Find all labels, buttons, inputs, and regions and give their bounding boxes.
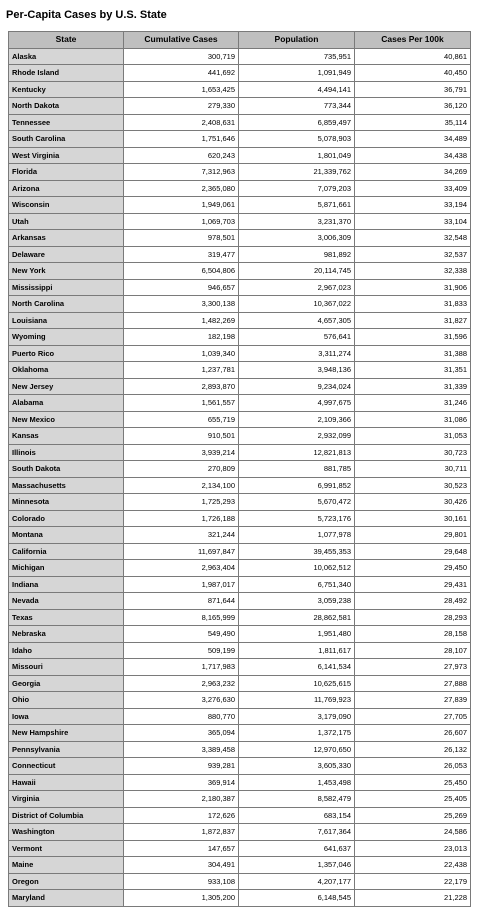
cases-per-100k-cell: 31,906 bbox=[355, 279, 471, 296]
state-cell: Utah bbox=[9, 213, 124, 230]
cumulative-cases-cell: 1,039,340 bbox=[124, 345, 239, 362]
cumulative-cases-cell: 1,717,983 bbox=[124, 659, 239, 676]
population-cell: 981,892 bbox=[239, 246, 355, 263]
table-row bbox=[9, 428, 471, 445]
state-cell: California bbox=[9, 543, 124, 560]
cumulative-cases-cell: 1,561,557 bbox=[124, 395, 239, 412]
cases-per-100k-cell: 29,431 bbox=[355, 576, 471, 593]
population-cell: 6,141,534 bbox=[239, 659, 355, 676]
cumulative-cases-cell: 2,134,100 bbox=[124, 477, 239, 494]
population-cell: 683,154 bbox=[239, 807, 355, 824]
cases-per-100k-cell: 29,648 bbox=[355, 543, 471, 560]
table-header bbox=[9, 32, 471, 49]
cases-per-100k-cell: 25,269 bbox=[355, 807, 471, 824]
cumulative-cases-cell: 3,276,630 bbox=[124, 692, 239, 709]
population-cell: 1,077,978 bbox=[239, 527, 355, 544]
population-cell: 11,769,923 bbox=[239, 692, 355, 709]
cumulative-cases-cell: 365,094 bbox=[124, 725, 239, 742]
population-cell: 1,091,949 bbox=[239, 65, 355, 82]
table-row bbox=[9, 527, 471, 544]
population-cell: 4,997,675 bbox=[239, 395, 355, 412]
cumulative-cases-cell: 939,281 bbox=[124, 758, 239, 775]
cumulative-cases-cell: 172,626 bbox=[124, 807, 239, 824]
cases-per-100k-cell: 34,269 bbox=[355, 164, 471, 181]
state-cell: Montana bbox=[9, 527, 124, 544]
column-header-cumulative-cases: Cumulative Cases bbox=[124, 32, 239, 49]
table-row bbox=[9, 81, 471, 98]
table-row bbox=[9, 444, 471, 461]
table-row bbox=[9, 774, 471, 791]
cases-per-100k-cell: 40,861 bbox=[355, 48, 471, 65]
cumulative-cases-cell: 369,914 bbox=[124, 774, 239, 791]
cumulative-cases-cell: 880,770 bbox=[124, 708, 239, 725]
cases-per-100k-cell: 22,179 bbox=[355, 873, 471, 890]
table-row bbox=[9, 824, 471, 841]
cumulative-cases-cell: 1,872,837 bbox=[124, 824, 239, 841]
cases-per-100k-cell: 30,723 bbox=[355, 444, 471, 461]
cases-per-100k-cell: 26,132 bbox=[355, 741, 471, 758]
table-row bbox=[9, 362, 471, 379]
cases-per-100k-cell: 31,246 bbox=[355, 395, 471, 412]
table-row bbox=[9, 411, 471, 428]
population-cell: 881,785 bbox=[239, 461, 355, 478]
state-cell: Massachusetts bbox=[9, 477, 124, 494]
population-cell: 6,991,852 bbox=[239, 477, 355, 494]
cases-per-100k-cell: 28,293 bbox=[355, 609, 471, 626]
state-cell: Hawaii bbox=[9, 774, 124, 791]
table-row bbox=[9, 114, 471, 131]
state-cell: Oklahoma bbox=[9, 362, 124, 379]
column-header-population: Population bbox=[239, 32, 355, 49]
population-cell: 10,062,512 bbox=[239, 560, 355, 577]
population-cell: 2,109,366 bbox=[239, 411, 355, 428]
population-cell: 3,231,370 bbox=[239, 213, 355, 230]
state-cell: District of Columbia bbox=[9, 807, 124, 824]
state-cell: Washington bbox=[9, 824, 124, 841]
table-row bbox=[9, 659, 471, 676]
table-row bbox=[9, 758, 471, 775]
state-cell: Louisiana bbox=[9, 312, 124, 329]
state-cell: South Carolina bbox=[9, 131, 124, 148]
table-row bbox=[9, 494, 471, 511]
state-cell: New Jersey bbox=[9, 378, 124, 395]
table-row bbox=[9, 461, 471, 478]
population-cell: 6,751,340 bbox=[239, 576, 355, 593]
table-row bbox=[9, 312, 471, 329]
state-cell: Nebraska bbox=[9, 626, 124, 643]
cumulative-cases-cell: 871,644 bbox=[124, 593, 239, 610]
population-cell: 10,625,615 bbox=[239, 675, 355, 692]
state-cell: Nevada bbox=[9, 593, 124, 610]
population-cell: 1,951,480 bbox=[239, 626, 355, 643]
cumulative-cases-cell: 1,725,293 bbox=[124, 494, 239, 511]
population-cell: 4,657,305 bbox=[239, 312, 355, 329]
table-row bbox=[9, 345, 471, 362]
state-cell: Ohio bbox=[9, 692, 124, 709]
population-cell: 576,641 bbox=[239, 329, 355, 346]
cases-per-100k-cell: 34,489 bbox=[355, 131, 471, 148]
cases-per-100k-cell: 29,801 bbox=[355, 527, 471, 544]
state-cell: Missouri bbox=[9, 659, 124, 676]
cumulative-cases-cell: 978,501 bbox=[124, 230, 239, 247]
table-row bbox=[9, 576, 471, 593]
population-cell: 735,951 bbox=[239, 48, 355, 65]
state-cell: Texas bbox=[9, 609, 124, 626]
cumulative-cases-cell: 1,069,703 bbox=[124, 213, 239, 230]
population-cell: 2,967,023 bbox=[239, 279, 355, 296]
cumulative-cases-cell: 620,243 bbox=[124, 147, 239, 164]
population-cell: 7,617,364 bbox=[239, 824, 355, 841]
population-cell: 20,114,745 bbox=[239, 263, 355, 280]
cases-per-100k-cell: 27,839 bbox=[355, 692, 471, 709]
state-cell: Maine bbox=[9, 857, 124, 874]
cases-per-100k-cell: 30,161 bbox=[355, 510, 471, 527]
cases-per-100k-cell: 36,791 bbox=[355, 81, 471, 98]
state-cell: Colorado bbox=[9, 510, 124, 527]
population-cell: 6,148,545 bbox=[239, 890, 355, 907]
table-row bbox=[9, 279, 471, 296]
state-cell: Illinois bbox=[9, 444, 124, 461]
population-cell: 7,079,203 bbox=[239, 180, 355, 197]
cumulative-cases-cell: 2,408,631 bbox=[124, 114, 239, 131]
cumulative-cases-cell: 1,237,781 bbox=[124, 362, 239, 379]
population-cell: 12,821,813 bbox=[239, 444, 355, 461]
population-cell: 1,453,498 bbox=[239, 774, 355, 791]
state-cell: Arizona bbox=[9, 180, 124, 197]
cases-table bbox=[8, 31, 471, 907]
population-cell: 4,207,177 bbox=[239, 873, 355, 890]
table-row bbox=[9, 840, 471, 857]
cumulative-cases-cell: 279,330 bbox=[124, 98, 239, 115]
population-cell: 8,582,479 bbox=[239, 791, 355, 808]
cases-per-100k-cell: 31,827 bbox=[355, 312, 471, 329]
table-row bbox=[9, 741, 471, 758]
population-cell: 641,637 bbox=[239, 840, 355, 857]
table-row bbox=[9, 164, 471, 181]
cumulative-cases-cell: 2,963,404 bbox=[124, 560, 239, 577]
state-cell: Michigan bbox=[9, 560, 124, 577]
state-cell: New Hampshire bbox=[9, 725, 124, 742]
cumulative-cases-cell: 319,477 bbox=[124, 246, 239, 263]
cases-per-100k-cell: 25,450 bbox=[355, 774, 471, 791]
cases-per-100k-cell: 27,888 bbox=[355, 675, 471, 692]
cumulative-cases-cell: 1,482,269 bbox=[124, 312, 239, 329]
cases-per-100k-cell: 32,338 bbox=[355, 263, 471, 280]
cases-per-100k-cell: 31,351 bbox=[355, 362, 471, 379]
state-cell: Alabama bbox=[9, 395, 124, 412]
state-cell: Arkansas bbox=[9, 230, 124, 247]
table-row bbox=[9, 609, 471, 626]
cases-per-100k-cell: 31,833 bbox=[355, 296, 471, 313]
cases-per-100k-cell: 33,409 bbox=[355, 180, 471, 197]
cumulative-cases-cell: 549,490 bbox=[124, 626, 239, 643]
population-cell: 10,367,022 bbox=[239, 296, 355, 313]
population-cell: 3,605,330 bbox=[239, 758, 355, 775]
state-cell: Wyoming bbox=[9, 329, 124, 346]
state-cell: Idaho bbox=[9, 642, 124, 659]
state-cell: Wisconsin bbox=[9, 197, 124, 214]
table-row bbox=[9, 708, 471, 725]
cases-per-100k-cell: 33,104 bbox=[355, 213, 471, 230]
table-row bbox=[9, 395, 471, 412]
cases-per-100k-cell: 33,194 bbox=[355, 197, 471, 214]
cumulative-cases-cell: 2,893,870 bbox=[124, 378, 239, 395]
population-cell: 1,357,046 bbox=[239, 857, 355, 874]
cumulative-cases-cell: 1,653,425 bbox=[124, 81, 239, 98]
state-cell: Kansas bbox=[9, 428, 124, 445]
cases-per-100k-cell: 24,586 bbox=[355, 824, 471, 841]
cumulative-cases-cell: 300,719 bbox=[124, 48, 239, 65]
column-header-state: State bbox=[9, 32, 124, 49]
table-row bbox=[9, 296, 471, 313]
cumulative-cases-cell: 441,692 bbox=[124, 65, 239, 82]
cumulative-cases-cell: 270,809 bbox=[124, 461, 239, 478]
state-cell: Puerto Rico bbox=[9, 345, 124, 362]
cumulative-cases-cell: 933,108 bbox=[124, 873, 239, 890]
state-cell: West Virginia bbox=[9, 147, 124, 164]
table-row bbox=[9, 98, 471, 115]
state-cell: Maryland bbox=[9, 890, 124, 907]
cumulative-cases-cell: 6,504,806 bbox=[124, 263, 239, 280]
state-cell: Alaska bbox=[9, 48, 124, 65]
table-row bbox=[9, 791, 471, 808]
state-cell: Tennessee bbox=[9, 114, 124, 131]
cumulative-cases-cell: 1,305,200 bbox=[124, 890, 239, 907]
cases-per-100k-cell: 31,596 bbox=[355, 329, 471, 346]
cumulative-cases-cell: 1,949,061 bbox=[124, 197, 239, 214]
population-cell: 5,670,472 bbox=[239, 494, 355, 511]
table-row bbox=[9, 642, 471, 659]
state-cell: Delaware bbox=[9, 246, 124, 263]
cumulative-cases-cell: 321,244 bbox=[124, 527, 239, 544]
state-cell: Oregon bbox=[9, 873, 124, 890]
cases-per-100k-cell: 32,548 bbox=[355, 230, 471, 247]
cases-per-100k-cell: 29,450 bbox=[355, 560, 471, 577]
state-cell: New York bbox=[9, 263, 124, 280]
cumulative-cases-cell: 3,389,458 bbox=[124, 741, 239, 758]
table-row bbox=[9, 857, 471, 874]
cases-per-100k-cell: 26,053 bbox=[355, 758, 471, 775]
cumulative-cases-cell: 3,939,214 bbox=[124, 444, 239, 461]
cases-per-100k-cell: 30,426 bbox=[355, 494, 471, 511]
table-body bbox=[9, 48, 471, 906]
table-row bbox=[9, 692, 471, 709]
cumulative-cases-cell: 946,657 bbox=[124, 279, 239, 296]
table-row bbox=[9, 230, 471, 247]
table-row bbox=[9, 807, 471, 824]
population-cell: 1,811,617 bbox=[239, 642, 355, 659]
cumulative-cases-cell: 8,165,999 bbox=[124, 609, 239, 626]
table-row bbox=[9, 197, 471, 214]
table-row bbox=[9, 890, 471, 907]
cases-per-100k-cell: 36,120 bbox=[355, 98, 471, 115]
cases-per-100k-cell: 26,607 bbox=[355, 725, 471, 742]
table-row bbox=[9, 65, 471, 82]
page-title: Per-Capita Cases by U.S. State bbox=[6, 9, 167, 21]
table-row bbox=[9, 246, 471, 263]
table-row bbox=[9, 213, 471, 230]
state-cell: Indiana bbox=[9, 576, 124, 593]
table-row bbox=[9, 180, 471, 197]
population-cell: 21,339,762 bbox=[239, 164, 355, 181]
table-row bbox=[9, 675, 471, 692]
cumulative-cases-cell: 2,180,387 bbox=[124, 791, 239, 808]
population-cell: 5,723,176 bbox=[239, 510, 355, 527]
population-cell: 12,970,650 bbox=[239, 741, 355, 758]
population-cell: 773,344 bbox=[239, 98, 355, 115]
state-cell: Florida bbox=[9, 164, 124, 181]
population-cell: 3,006,309 bbox=[239, 230, 355, 247]
population-cell: 4,494,141 bbox=[239, 81, 355, 98]
table-row bbox=[9, 477, 471, 494]
population-cell: 5,078,903 bbox=[239, 131, 355, 148]
cumulative-cases-cell: 1,726,188 bbox=[124, 510, 239, 527]
population-cell: 3,059,238 bbox=[239, 593, 355, 610]
state-cell: Georgia bbox=[9, 675, 124, 692]
cumulative-cases-cell: 509,199 bbox=[124, 642, 239, 659]
table-row bbox=[9, 510, 471, 527]
state-cell: New Mexico bbox=[9, 411, 124, 428]
population-cell: 3,311,274 bbox=[239, 345, 355, 362]
population-cell: 2,932,099 bbox=[239, 428, 355, 445]
cases-per-100k-cell: 34,438 bbox=[355, 147, 471, 164]
table-row bbox=[9, 48, 471, 65]
cases-per-100k-cell: 28,107 bbox=[355, 642, 471, 659]
state-cell: Minnesota bbox=[9, 494, 124, 511]
population-cell: 28,862,581 bbox=[239, 609, 355, 626]
population-cell: 6,859,497 bbox=[239, 114, 355, 131]
cases-per-100k-cell: 30,523 bbox=[355, 477, 471, 494]
cumulative-cases-cell: 304,491 bbox=[124, 857, 239, 874]
state-cell: Mississippi bbox=[9, 279, 124, 296]
cases-per-100k-cell: 23,013 bbox=[355, 840, 471, 857]
table-row bbox=[9, 131, 471, 148]
population-cell: 39,455,353 bbox=[239, 543, 355, 560]
cumulative-cases-cell: 1,987,017 bbox=[124, 576, 239, 593]
table-row bbox=[9, 560, 471, 577]
cases-per-100k-cell: 31,053 bbox=[355, 428, 471, 445]
table-row bbox=[9, 378, 471, 395]
state-cell: Virginia bbox=[9, 791, 124, 808]
cases-per-100k-cell: 21,228 bbox=[355, 890, 471, 907]
cumulative-cases-cell: 147,657 bbox=[124, 840, 239, 857]
cases-per-100k-cell: 28,158 bbox=[355, 626, 471, 643]
population-cell: 1,801,049 bbox=[239, 147, 355, 164]
table-row bbox=[9, 725, 471, 742]
state-cell: Vermont bbox=[9, 840, 124, 857]
state-cell: Iowa bbox=[9, 708, 124, 725]
cases-per-100k-cell: 35,114 bbox=[355, 114, 471, 131]
cases-per-100k-cell: 30,711 bbox=[355, 461, 471, 478]
table-row bbox=[9, 593, 471, 610]
state-cell: North Carolina bbox=[9, 296, 124, 313]
cumulative-cases-cell: 910,501 bbox=[124, 428, 239, 445]
population-cell: 1,372,175 bbox=[239, 725, 355, 742]
cases-per-100k-cell: 40,450 bbox=[355, 65, 471, 82]
state-cell: North Dakota bbox=[9, 98, 124, 115]
cases-per-100k-cell: 32,537 bbox=[355, 246, 471, 263]
cumulative-cases-cell: 11,697,847 bbox=[124, 543, 239, 560]
cases-per-100k-cell: 28,492 bbox=[355, 593, 471, 610]
cumulative-cases-cell: 182,198 bbox=[124, 329, 239, 346]
cases-per-100k-cell: 22,438 bbox=[355, 857, 471, 874]
table-row bbox=[9, 263, 471, 280]
cases-per-100k-cell: 31,339 bbox=[355, 378, 471, 395]
population-cell: 3,179,090 bbox=[239, 708, 355, 725]
cumulative-cases-cell: 2,963,232 bbox=[124, 675, 239, 692]
cases-per-100k-cell: 31,388 bbox=[355, 345, 471, 362]
cumulative-cases-cell: 655,719 bbox=[124, 411, 239, 428]
cases-per-100k-cell: 31,086 bbox=[355, 411, 471, 428]
table-row bbox=[9, 329, 471, 346]
table-row bbox=[9, 626, 471, 643]
cases-per-100k-cell: 27,973 bbox=[355, 659, 471, 676]
state-cell: Connecticut bbox=[9, 758, 124, 775]
cases-per-100k-cell: 27,705 bbox=[355, 708, 471, 725]
table-row bbox=[9, 543, 471, 560]
state-cell: Kentucky bbox=[9, 81, 124, 98]
table-row bbox=[9, 873, 471, 890]
cumulative-cases-cell: 7,312,963 bbox=[124, 164, 239, 181]
state-cell: Pennsylvania bbox=[9, 741, 124, 758]
cases-per-100k-cell: 25,405 bbox=[355, 791, 471, 808]
cumulative-cases-cell: 2,365,080 bbox=[124, 180, 239, 197]
population-cell: 3,948,136 bbox=[239, 362, 355, 379]
header-row bbox=[9, 32, 471, 49]
cumulative-cases-cell: 1,751,646 bbox=[124, 131, 239, 148]
population-cell: 5,871,661 bbox=[239, 197, 355, 214]
cumulative-cases-cell: 3,300,138 bbox=[124, 296, 239, 313]
state-cell: Rhode Island bbox=[9, 65, 124, 82]
table-row bbox=[9, 147, 471, 164]
state-cell: South Dakota bbox=[9, 461, 124, 478]
population-cell: 9,234,024 bbox=[239, 378, 355, 395]
column-header-cases-per-100k: Cases Per 100k bbox=[355, 32, 471, 49]
